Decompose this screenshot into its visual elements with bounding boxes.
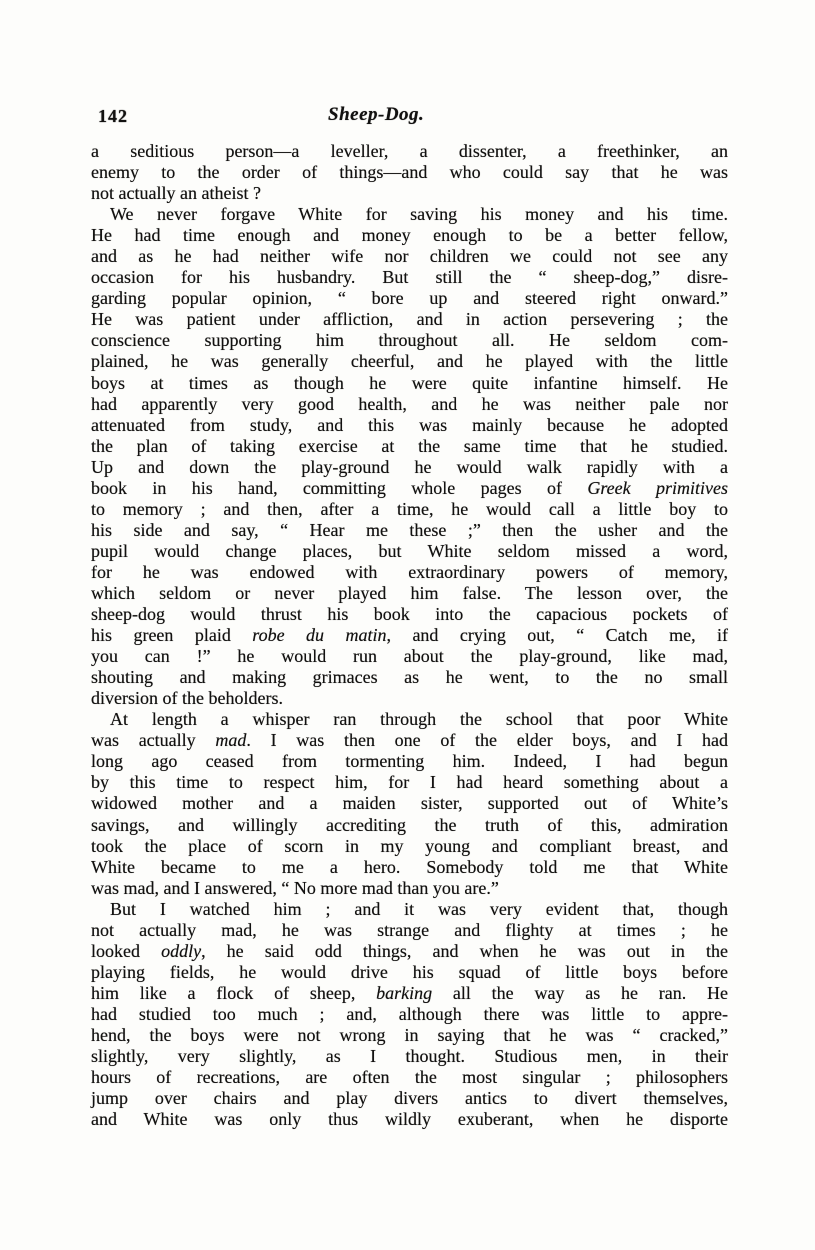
text-line [91, 709, 728, 730]
body-text: the plan of taking exercise at the same time that he studied. [91, 435, 728, 456]
text-line [91, 309, 728, 330]
body-text: diversion of the beholders. [91, 688, 283, 709]
text-line [91, 457, 728, 478]
body-text: jump over chairs and play divers antics to divert themselves, [91, 1088, 728, 1109]
body-text: . I was then one of the elder boys, and I had [246, 730, 728, 751]
body-text: savings, and willingly accrediting the truth of this, admiration [91, 814, 728, 835]
body-text: shouting and making grimaces as he went, to the no small [91, 667, 728, 688]
body-text: , and crying out, “ Catch me, if [386, 625, 728, 646]
body-text: Up and down the play-ground he would walk rapidly with a [91, 456, 728, 477]
body-text: widowed mother and a maiden sister, supported out of White’s [91, 793, 728, 814]
text-line [91, 793, 728, 814]
body-text: had apparently very good health, and he was neither pale nor [91, 393, 728, 414]
body-text: , he said odd things, and when he was out in the [201, 940, 728, 961]
body-text: pupil would change places, but White seldom missed a word, [91, 540, 728, 561]
body-text: plained, he was generally cheerful, and he played with the little [91, 351, 728, 372]
text-line [91, 1109, 728, 1130]
body-text: boys at times as though he were quite infantine himself. He [91, 372, 728, 393]
body-text: and White was only thus wildly exuberant, when he disporte [91, 1109, 728, 1130]
body-text: garding popular opinion, “ bore up and steered right onward.” [91, 288, 728, 309]
text-line [91, 920, 728, 941]
body-text: all the way as he ran. He [432, 982, 728, 1003]
italic-text: barking [376, 982, 433, 1003]
italic-text: robe du matin [252, 625, 387, 646]
text-block [91, 141, 728, 1130]
paragraph [91, 709, 728, 898]
text-line [91, 330, 728, 351]
body-text: him like a flock of sheep, [91, 982, 377, 1003]
body-text: playing fields, he would drive his squad of little boys before [91, 961, 728, 982]
text-line [91, 878, 728, 899]
italic-text: mad [215, 730, 247, 751]
body-text: book in his hand, committing whole pages of [91, 477, 588, 498]
body-text: occasion for his husbandry. But still the “ sheep-dog,” disre- [91, 267, 728, 288]
text-line [91, 288, 728, 309]
body-text: took the place of scorn in my young and compliant breast, and [91, 835, 728, 856]
text-line [91, 983, 728, 1004]
body-text: which seldom or never played him false. The lesson over, the [91, 582, 728, 603]
body-text: for he was endowed with extraordinary powers of memory, [91, 561, 728, 582]
body-text: had studied too much ; and, although there was little to appre- [91, 1003, 728, 1024]
body-text: by this time to respect him, for I had heard something about a [91, 772, 728, 793]
text-line [91, 625, 728, 646]
text-line [91, 899, 728, 920]
body-text: But I watched him ; and it was very evident that, though [110, 898, 728, 919]
body-text: conscience supporting him throughout all. He seldom com- [91, 330, 728, 351]
text-line [91, 941, 728, 962]
body-text: and as he had neither wife nor children we could not see any [91, 246, 728, 267]
text-line [91, 436, 728, 457]
text-line [91, 499, 728, 520]
body-text: was mad, and I answered, “ No more mad than you are.” [91, 877, 499, 898]
body-text: not actually mad, he was strange and flighty at times ; he [91, 919, 728, 940]
text-line [91, 394, 728, 415]
body-text: He was patient under affliction, and in action persevering ; the [91, 309, 728, 330]
text-line [91, 962, 728, 983]
text-line [91, 373, 728, 394]
body-text: a seditious person—a leveller, a dissenter, a freethinker, an [91, 141, 728, 161]
text-line [91, 604, 728, 625]
text-line [91, 478, 728, 499]
text-line [91, 688, 728, 709]
text-line [91, 1067, 728, 1088]
text-line [91, 162, 728, 183]
text-line [91, 772, 728, 793]
body-text: slightly, very slightly, as I thought. Studious men, in their [91, 1046, 728, 1067]
text-line [91, 267, 728, 288]
text-line [91, 246, 728, 267]
text-line [91, 1004, 728, 1025]
body-text: We never forgave White for saving his money and his time. [110, 204, 728, 225]
body-text: White became to me a hero. Somebody told me that White [91, 856, 728, 877]
body-text: to memory ; and then, after a time, he would call a little boy to [91, 498, 728, 519]
text-line [91, 583, 728, 604]
text-line [91, 415, 728, 436]
text-line [91, 141, 728, 162]
body-text: looked [91, 940, 162, 961]
text-line [91, 751, 728, 772]
body-text: long ago ceased from tormenting him. Indeed, I had begun [91, 751, 728, 772]
text-line [91, 562, 728, 583]
text-line [91, 646, 728, 667]
text-line [91, 815, 728, 836]
body-text: hend, the boys were not wrong in saying that he was “ cracked,” [91, 1024, 728, 1045]
paragraph [91, 141, 728, 204]
body-text: you can !” he would run about the play-ground, like mad, [91, 646, 728, 667]
body-text: enemy to the order of things—and who could say that he was [91, 162, 728, 183]
body-text: his green plaid [91, 625, 253, 646]
body-text: attenuated from study, and this was mainly because he adopted [91, 414, 728, 435]
body-text: He had time enough and money enough to be a better fellow, [91, 225, 728, 246]
body-text: was actually [91, 730, 216, 751]
text-line [91, 667, 728, 688]
page-number: 142 [98, 106, 128, 126]
body-text: his side and say, “ Hear me these ;” then the usher and the [91, 519, 728, 540]
body-text: not actually an atheist ? [91, 183, 261, 204]
paragraph [91, 899, 728, 1131]
text-line [91, 520, 728, 541]
text-line [91, 225, 728, 246]
text-line [91, 183, 728, 204]
paragraph [91, 204, 728, 709]
italic-text: oddly [161, 940, 202, 961]
body-text: At length a whisper ran through the school that poor White [110, 709, 728, 730]
text-line [91, 730, 728, 751]
text-line [91, 1088, 728, 1109]
text-line [91, 541, 728, 562]
italic-text: Greek primitives [587, 477, 728, 498]
text-line [91, 351, 728, 372]
text-line [91, 857, 728, 878]
body-text: sheep-dog would thrust his book into the capacious pockets of [91, 604, 728, 625]
text-line [91, 1025, 728, 1046]
running-header: Sheep-Dog. [328, 104, 425, 125]
text-line [91, 1046, 728, 1067]
text-line [91, 204, 728, 225]
text-line [91, 836, 728, 857]
body-text: hours of recreations, are often the most singular ; philosophers [91, 1067, 728, 1088]
